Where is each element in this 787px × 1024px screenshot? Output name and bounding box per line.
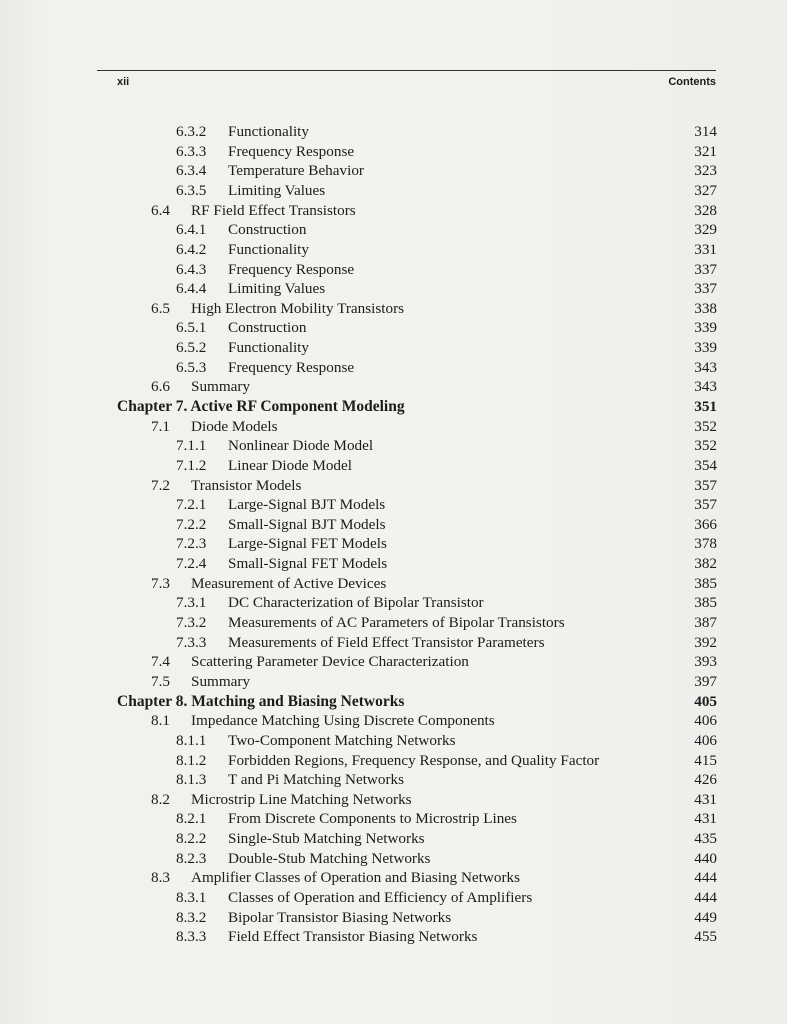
- toc-page-number: 455: [694, 928, 717, 946]
- toc-page-number: 331: [694, 240, 717, 258]
- running-header: [97, 70, 716, 91]
- toc-entry: [0, 358, 787, 378]
- toc-page-number: 314: [694, 123, 717, 140]
- toc-section-number: 8.3.1: [176, 889, 207, 906]
- toc-entry: [0, 338, 787, 358]
- toc-section-title: Transistor Models: [191, 476, 302, 494]
- toc-section-number: 8.2: [151, 790, 170, 808]
- toc-entry: [0, 279, 787, 299]
- toc-section-title: Summary: [191, 672, 251, 690]
- toc-section-title: Field Effect Transistor Biasing Networks: [228, 928, 478, 946]
- toc-page-number: 431: [694, 790, 717, 808]
- toc-entry: [0, 161, 787, 181]
- toc-page-number: 357: [694, 496, 717, 514]
- toc-section-number: 6.3.5: [176, 181, 207, 199]
- toc-entry: [0, 417, 787, 437]
- toc-page-number: 339: [694, 339, 717, 356]
- toc-chapter-entry: [0, 692, 787, 712]
- toc-page-number: 337: [694, 280, 717, 298]
- toc-page-number: 329: [694, 221, 717, 239]
- toc-page-number: 352: [694, 417, 717, 435]
- toc-section-title: Scattering Parameter Device Characterization: [191, 653, 469, 671]
- toc-section-title: Construction: [228, 221, 307, 239]
- toc-entry: [0, 908, 787, 928]
- toc-chapter-title: Chapter 8. Matching and Biasing Networks: [117, 692, 405, 710]
- toc-section-number: 6.3.3: [176, 142, 207, 160]
- toc-entry: [0, 849, 787, 869]
- toc-entry: [0, 593, 787, 613]
- toc-section-title: RF Field Effect Transistors: [191, 201, 356, 219]
- toc-section-number: 6.3.2: [176, 123, 207, 140]
- toc-page-number: 449: [694, 908, 717, 926]
- toc-page-number: 328: [694, 201, 717, 219]
- toc-section-title: Forbidden Regions, Frequency Response, and Quality Factor: [228, 751, 600, 769]
- toc-chapter-entry: [0, 397, 787, 417]
- toc-section-number: 7.1.1: [176, 437, 207, 455]
- toc-entry: [0, 495, 787, 515]
- toc-entry: [0, 868, 787, 888]
- toc-page-number: 406: [694, 712, 717, 730]
- toc-page-number: 352: [694, 437, 717, 455]
- toc-entry: [0, 456, 787, 476]
- toc-section-title: Bipolar Transistor Biasing Networks: [228, 908, 452, 926]
- toc-section-title: DC Characterization of Bipolar Transistor: [228, 594, 484, 612]
- toc-section-number: 7.2.1: [176, 496, 207, 514]
- toc-section-number: 8.3: [151, 869, 170, 887]
- toc-section-number: 7.2: [151, 476, 170, 494]
- toc-section-title: Large-Signal FET Models: [228, 535, 387, 553]
- toc-entry: [0, 672, 787, 692]
- toc-page-number: 382: [694, 555, 717, 573]
- toc-page-number: 387: [694, 614, 717, 631]
- toc-page-number: 338: [694, 299, 717, 317]
- toc-section-title: Summary: [191, 378, 251, 396]
- toc-page-number: 339: [694, 319, 717, 337]
- toc-section-number: 6.4: [151, 201, 170, 219]
- toc-section-number: 6.5.1: [176, 319, 207, 337]
- toc-section-title: Measurements of AC Parameters of Bipolar Transistors: [228, 614, 565, 631]
- toc-section-number: 8.2.3: [176, 849, 207, 867]
- toc-page-number: 392: [694, 633, 717, 651]
- toc-section-title: Single-Stub Matching Networks: [228, 830, 425, 847]
- toc-section-number: 7.1: [151, 417, 170, 435]
- toc-entry: [0, 711, 787, 731]
- toc-section-title: From Discrete Components to Microstrip Lines: [228, 810, 517, 828]
- toc-section-number: 6.6: [151, 378, 170, 396]
- toc-chapter-title: Chapter 7. Active RF Component Modeling: [117, 398, 405, 415]
- toc-section-title: Small-Signal FET Models: [228, 555, 388, 573]
- toc-page-number: 385: [694, 574, 717, 592]
- toc-page-number: 426: [694, 771, 717, 789]
- toc-page-number: 444: [694, 869, 717, 887]
- toc-page-number: 405: [694, 692, 717, 710]
- toc-section-number: 8.2.2: [176, 830, 207, 847]
- toc-page-number: 385: [694, 594, 717, 612]
- toc-entry: [0, 927, 787, 947]
- toc-section-title: Limiting Values: [228, 181, 326, 199]
- toc-section-number: 7.1.2: [176, 456, 207, 474]
- toc-page-number: 321: [694, 142, 717, 160]
- toc-section-number: 6.4.4: [176, 280, 207, 298]
- toc-entry: [0, 770, 787, 790]
- toc-page-number: 444: [694, 889, 717, 906]
- toc-entry: [0, 534, 787, 554]
- toc-entry: [0, 613, 787, 633]
- toc-entry: [0, 201, 787, 221]
- toc-section-number: 6.4.3: [176, 260, 207, 278]
- toc-section-number: 7.4: [151, 653, 170, 671]
- toc-section-title: Amplifier Classes of Operation and Biasing Networks: [191, 869, 521, 887]
- toc-section-number: 7.2.3: [176, 535, 207, 553]
- toc-section-title: Frequency Response: [228, 260, 355, 278]
- toc-section-title: Nonlinear Diode Model: [228, 437, 374, 455]
- toc-section-title: Microstrip Line Matching Networks: [191, 790, 412, 808]
- toc-section-title: Temperature Behavior: [228, 162, 364, 180]
- toc-section-title: T and Pi Matching Networks: [228, 771, 405, 789]
- toc-section-title: Diode Models: [191, 417, 278, 435]
- toc-section-title: Frequency Response: [228, 358, 355, 376]
- toc-page-number: 440: [694, 849, 717, 867]
- toc-entry: [0, 888, 787, 908]
- toc-page-number: 397: [694, 672, 717, 690]
- toc-entry: [0, 318, 787, 338]
- toc-page-number: 378: [694, 535, 717, 553]
- toc-section-title: Measurement of Active Devices: [191, 574, 387, 592]
- toc-section-title: Functionality: [228, 240, 309, 258]
- toc-entry: [0, 181, 787, 201]
- toc-section-number: 6.4.2: [176, 240, 207, 258]
- toc-page-number: 351: [694, 398, 717, 415]
- toc-page-number: 431: [694, 810, 717, 828]
- page-number-label: xii: [117, 76, 130, 88]
- toc-entry: [0, 377, 787, 397]
- toc-section-title: Classes of Operation and Efficiency of Amplifiers: [228, 889, 533, 906]
- toc-section-title: Construction: [228, 319, 307, 337]
- toc-section-title: Linear Diode Model: [228, 456, 352, 474]
- toc-entry: [0, 436, 787, 456]
- toc-entry: [0, 260, 787, 280]
- toc-page-number: 343: [694, 358, 717, 376]
- toc-entry: [0, 240, 787, 260]
- toc-section-number: 7.2.2: [176, 515, 207, 533]
- toc-section-title: Small-Signal BJT Models: [228, 515, 386, 533]
- toc-page-number: 393: [694, 653, 717, 671]
- toc-entry: [0, 554, 787, 574]
- toc-section-number: 7.3.3: [176, 633, 207, 651]
- toc-page-number: 366: [694, 515, 717, 533]
- toc-section-number: 6.5.3: [176, 358, 207, 376]
- toc-section-title: Frequency Response: [228, 142, 355, 160]
- toc-entry: [0, 633, 787, 653]
- section-label: Contents: [668, 76, 716, 88]
- toc-section-number: 8.1: [151, 712, 170, 730]
- toc-section-title: Limiting Values: [228, 280, 326, 298]
- toc-section-title: Functionality: [228, 123, 309, 140]
- toc-section-title: Large-Signal BJT Models: [228, 496, 386, 514]
- toc-entry: [0, 574, 787, 594]
- toc-section-number: 7.3: [151, 574, 170, 592]
- toc-page-number: 357: [694, 476, 717, 494]
- toc-page-number: 435: [694, 830, 717, 847]
- toc-section-number: 6.3.4: [176, 162, 207, 180]
- toc-page-number: 327: [694, 181, 717, 199]
- toc-section-number: 7.3.2: [176, 614, 207, 631]
- toc-section-number: 6.5: [151, 299, 170, 317]
- toc-section-number: 8.3.2: [176, 908, 207, 926]
- toc-section-title: Functionality: [228, 339, 309, 356]
- toc-section-number: 6.4.1: [176, 221, 207, 239]
- toc-section-title: High Electron Mobility Transistors: [191, 299, 405, 317]
- toc-entry: [0, 122, 787, 142]
- toc-section-title: Impedance Matching Using Discrete Components: [191, 712, 495, 730]
- toc-entry: [0, 299, 787, 319]
- toc-entry: [0, 652, 787, 672]
- toc-section-number: 8.3.3: [176, 928, 207, 946]
- toc-entry: [0, 515, 787, 535]
- toc-section-number: 8.1.3: [176, 771, 207, 789]
- toc-page-number: 354: [694, 456, 717, 474]
- toc-section-title: Two-Component Matching Networks: [228, 731, 456, 749]
- toc-entry: [0, 476, 787, 496]
- toc-entry: [0, 220, 787, 240]
- toc-section-number: 6.5.2: [176, 339, 207, 356]
- toc-page-number: 343: [694, 378, 717, 396]
- toc-entry: [0, 731, 787, 751]
- toc-section-number: 7.3.1: [176, 594, 207, 612]
- toc-page-number: 323: [694, 162, 717, 180]
- toc-entry: [0, 809, 787, 829]
- toc-page-number: 337: [694, 260, 717, 278]
- toc-entry: [0, 751, 787, 771]
- toc-entry: [0, 829, 787, 849]
- toc-section-number: 7.2.4: [176, 555, 207, 573]
- toc-section-number: 8.1.1: [176, 731, 207, 749]
- toc-section-title: Double-Stub Matching Networks: [228, 849, 431, 867]
- toc-entry: [0, 790, 787, 810]
- toc-section-number: 8.1.2: [176, 751, 207, 769]
- toc-section-number: 7.5: [151, 672, 170, 690]
- toc-entry: [0, 142, 787, 162]
- toc-page-number: 406: [694, 731, 717, 749]
- toc-section-number: 8.2.1: [176, 810, 207, 828]
- toc-section-title: Measurements of Field Effect Transistor Parameters: [228, 633, 545, 651]
- toc-page-number: 415: [694, 751, 717, 769]
